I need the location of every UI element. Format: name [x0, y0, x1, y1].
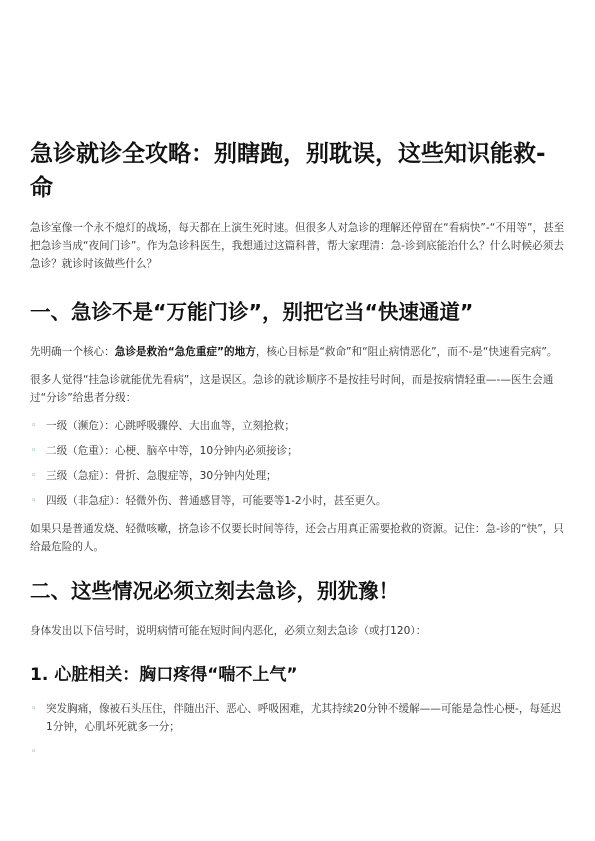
intro-paragraph: 急诊室像一个永不熄灯的战场，每天都在上演生死时速。但很多人对急诊的理解还停留在“看病快”-“不用等”，甚至把急诊当成“夜间门诊”。作为急诊科医生，我想通过这篇科普，帮大家理清：急-诊到底能治什么？什么时候必须去急诊？就诊时该做些什么？	[30, 222, 565, 270]
triage-level-text: 三级（急症）：骨折、急腹症等，30分钟内处理；	[46, 470, 277, 482]
section1-paragraph-1	[30, 343, 565, 361]
section1-paragraph-3: 如果只是普通发烧、轻微咳嗽，挤急诊不仅要长时间等待，还会占用真正需要抢救的资源。记住：急-诊的“快”，只给最危险的人。	[30, 523, 564, 553]
circle-bullet-icon: ◦	[31, 704, 37, 714]
circle-bullet-icon: ◦	[31, 747, 37, 757]
triage-level-text: 四级（非急症）：轻微外伤、普通感冒等，可能要等1-2小时，甚至更久。	[46, 495, 387, 507]
article-title: 急诊就诊全攻略：别瞎跑，别耽误，这些知识能救-命	[30, 141, 546, 201]
subsection-heart-heading: 1. 心脏相关：胸口疼得“喘不上气”	[30, 665, 298, 685]
symptom-text: 突发胸痛，像被石头压住，伴随出汗、恶心、呼吸困难，尤其持续20分钟不缓解——可能是急性心梗-，每延迟1分钟，心肌坏死就多一分；	[46, 703, 562, 733]
section2-heading: 二、这些情况必须立刻去急诊，别犹豫！	[30, 579, 399, 603]
section1-p1-prefix: 先明确一个核心：	[30, 346, 115, 358]
section1-heading: 一、急诊不是“万能门诊”，别把它当“快速通道”	[30, 300, 474, 324]
triage-level-text: 一级（濒危）：心跳呼吸骤停、大出血等，立刻抢救；	[46, 420, 295, 432]
section2-paragraph-1: 身体发出以下信号时，说明病情可能在短时间内恶化，必须立刻去急诊（或打120）：	[30, 625, 427, 637]
list-item	[31, 442, 565, 460]
circle-bullet-icon: ◦	[31, 496, 37, 506]
section1-p1-suffix: ，核心目标是“救命”和“阻止病情恶化”，而不-是“快速看完病”。	[255, 346, 558, 358]
heart-symptom-list	[30, 700, 565, 757]
section1-paragraph-2: 很多人觉得“挂急诊就能优先看病”，这是误区。急诊的就诊顺序不是按挂号时间，而是按病情轻重—-—医生会通过“分诊”给患者分级：	[30, 374, 554, 404]
circle-bullet-icon: ◦	[31, 421, 37, 431]
triage-level-text: 二级（危重）：心梗、脑卒中等，10分钟内必须接诊；	[46, 445, 298, 457]
list-item	[31, 700, 565, 736]
circle-bullet-icon: ◦	[31, 446, 37, 456]
list-item	[31, 492, 565, 510]
list-item	[31, 417, 565, 435]
triage-level-list	[30, 417, 565, 510]
list-item	[31, 467, 565, 485]
section1-p1-emphasis: 急诊是救治“急危重症”的地方	[114, 346, 256, 358]
circle-bullet-icon: ◦	[31, 471, 37, 481]
